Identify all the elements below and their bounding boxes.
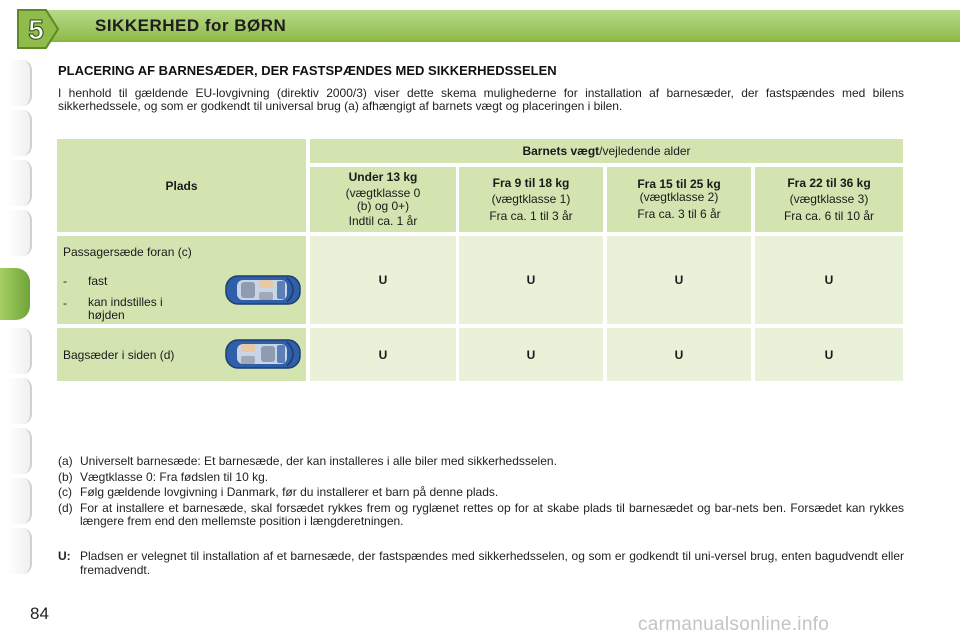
column-title: Under 13 kg bbox=[348, 170, 418, 184]
cell-front-2 bbox=[607, 236, 751, 324]
footnote-marker: (b) bbox=[58, 469, 73, 484]
footnotes bbox=[58, 455, 904, 531]
place-header: Plads bbox=[165, 178, 198, 193]
footnote-marker: (a) bbox=[58, 454, 73, 468]
column-header-2 bbox=[607, 167, 751, 232]
column-class-line1: (vægtklasse 2) bbox=[639, 190, 719, 204]
cell-rear-0 bbox=[310, 328, 456, 381]
footnote-text: Vægtklasse 0: Fra fødslen til 10 kg. bbox=[80, 469, 269, 484]
suitability-mark: U bbox=[526, 273, 536, 287]
suitability-mark: U bbox=[378, 273, 388, 287]
chapter-title: SIKKERHED for BØRN bbox=[95, 16, 287, 35]
row-label: Passagersæde foran (c) bbox=[63, 245, 192, 259]
cell-front-0 bbox=[310, 236, 456, 324]
column-class-line1: (vægtklasse 3) bbox=[789, 191, 869, 206]
header bbox=[0, 0, 960, 44]
weight-header-rest: /vejledende alder bbox=[599, 144, 691, 158]
suitability-mark: U bbox=[674, 273, 684, 287]
row-label: Bagsæder i siden (d) bbox=[63, 348, 175, 362]
row-label-front-seat bbox=[57, 236, 306, 324]
footnote-text: Følg gældende lovgivning i Danmark, før du installerer et barn på denne plads. bbox=[80, 485, 499, 499]
suitability-mark: U bbox=[824, 273, 834, 287]
watermark: carmanualsonline.info bbox=[638, 614, 830, 635]
column-class-line1: (vægtklasse 1) bbox=[491, 191, 571, 206]
column-age: Fra ca. 1 til 3 år bbox=[489, 208, 573, 223]
chapter-number: 5 bbox=[28, 14, 44, 45]
footnote-marker: (c) bbox=[58, 485, 72, 499]
column-age: Indtil ca. 1 år bbox=[348, 214, 418, 228]
suitability-mark: U bbox=[378, 347, 388, 362]
row-sub-dash: - bbox=[63, 296, 67, 310]
row-sub-text: fast bbox=[88, 274, 108, 288]
place-header-cell bbox=[57, 139, 306, 232]
footnote-a bbox=[58, 455, 904, 469]
car-front-seat-icon bbox=[225, 272, 301, 308]
column-title: Fra 15 til 25 kg bbox=[637, 177, 721, 191]
car-rear-seat-icon bbox=[225, 336, 301, 372]
footnote-text: For at installere et barnesæde, skal forsædet rykkes frem og ryglænet rettes op for at skabe plads til barnesædet og bar-nets ben. Forsædet kan rykkes længere frem end den mellemste position i længderetningen. bbox=[80, 500, 904, 528]
column-header-3 bbox=[755, 167, 903, 232]
suitability-mark: U bbox=[526, 347, 536, 362]
column-class-line2: (b) og 0+) bbox=[356, 199, 410, 213]
weight-header-bold: Barnets vægt bbox=[522, 144, 600, 158]
chapter-badge-icon bbox=[12, 6, 62, 52]
header-divider bbox=[40, 40, 960, 42]
row-sub-text bbox=[88, 296, 163, 322]
cell-rear-3 bbox=[755, 328, 903, 381]
column-class-line1: (vægtklasse 0 bbox=[345, 186, 421, 200]
row-sub-line2: højden bbox=[88, 308, 125, 322]
cell-front-3 bbox=[755, 236, 903, 324]
weight-header-cell bbox=[310, 139, 903, 163]
column-header-1 bbox=[459, 167, 603, 232]
chapter-tab[interactable] bbox=[8, 210, 32, 256]
chapter-tab-active[interactable] bbox=[0, 268, 30, 320]
page-number: 84 bbox=[30, 604, 49, 623]
chapter-tab[interactable] bbox=[8, 428, 32, 474]
chapter-tab-rail bbox=[0, 60, 34, 580]
u-legend-note bbox=[58, 550, 904, 577]
intro-paragraph: I henhold til gældende EU-lovgivning (direktiv 2000/3) viser dette skema mulighederne for installation af barnesæder, der fastspændes med bilens sikkerhedssele, og som er godkendt til universal brug (a) afhængigt af barnets vægt og placeringen i bilen. bbox=[58, 86, 904, 113]
row-label-rear-seat bbox=[57, 328, 306, 381]
row-sub-line1: kan indstilles i bbox=[88, 295, 163, 309]
chapter-tab[interactable] bbox=[8, 160, 32, 206]
section-title: PLACERING AF BARNESÆDER, DER FASTSPÆNDES MED SIKKERHEDSSELEN bbox=[58, 63, 557, 78]
chapter-tab[interactable] bbox=[8, 110, 32, 156]
footnote-c bbox=[58, 486, 904, 500]
footnote-marker: (d) bbox=[58, 500, 73, 515]
column-title: Fra 22 til 36 kg bbox=[787, 175, 871, 190]
footnote-text: Universelt barnesæde: Et barnesæde, der kan installeres i alle biler med sikkerhedsselen. bbox=[80, 454, 557, 468]
footnote-d bbox=[58, 502, 904, 529]
chapter-tab[interactable] bbox=[8, 528, 32, 574]
column-age: Fra ca. 6 til 10 år bbox=[783, 208, 875, 223]
cell-rear-2 bbox=[607, 328, 751, 381]
chapter-tab[interactable] bbox=[8, 328, 32, 374]
row-sub-dash: - bbox=[63, 274, 67, 288]
column-header-0 bbox=[310, 167, 456, 232]
u-legend-marker: U: bbox=[58, 549, 71, 563]
column-title: Fra 9 til 18 kg bbox=[492, 175, 570, 190]
chapter-tab[interactable] bbox=[8, 478, 32, 524]
suitability-mark: U bbox=[674, 347, 684, 362]
chapter-tab[interactable] bbox=[8, 378, 32, 424]
cell-rear-1 bbox=[459, 328, 603, 381]
suitability-mark: U bbox=[824, 347, 834, 362]
footnote-b bbox=[58, 471, 904, 485]
weight-header bbox=[522, 144, 690, 158]
chapter-tab[interactable] bbox=[8, 60, 32, 106]
u-legend-text: Pladsen er velegnet til installation af et barnesæde, der fastspændes med sikkerhedsselen, og som er godkendt til uni-versel brug, enten bagudvendt eller fremadvendt. bbox=[80, 549, 904, 577]
cell-front-1 bbox=[459, 236, 603, 324]
column-age: Fra ca. 3 til 6 år bbox=[637, 207, 721, 221]
